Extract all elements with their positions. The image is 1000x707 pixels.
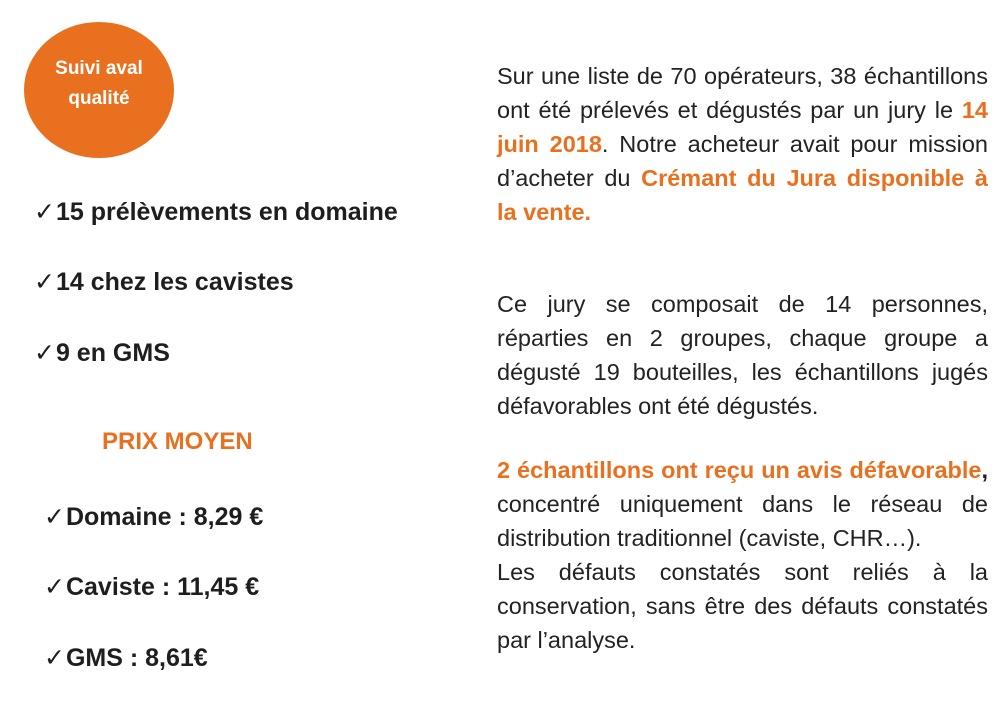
price-item-domaine [44, 502, 263, 532]
check-item-domaine-samples [34, 197, 398, 227]
paragraph-text: . Notre acheteur avait pour mission d’acheter du [497, 131, 988, 191]
paragraph-jury: Ce jury se composait de 14 personnes, réparties en 2 groupes, chaque groupe a dégusté 19 bouteilles, les échantillons jugés défavorables ont été dégustés. [497, 291, 988, 419]
check-text: 9 en GMS [55, 339, 170, 367]
paragraph-text: concentré uniquement dans le réseau de distribution traditionnel (caviste, CHR…). [497, 491, 988, 551]
check-item-cavistes-samples [34, 267, 294, 297]
price-text: GMS : 8,61€ [65, 644, 208, 672]
price-text: Caviste : 11,45 € [65, 573, 260, 601]
check-text: 15 prélèvements en domaine [55, 198, 398, 226]
check-icon: ✓ [34, 268, 55, 296]
paragraph-text: Sur une liste de 70 opérateurs, 38 échantillons ont été prélevés et dégustés par un jury le [497, 63, 988, 123]
price-item-gms [44, 643, 208, 673]
paragraph-text: Les défauts constatés sont reliés à la conservation, sans être des défauts constatés par l’analyse. [497, 559, 988, 653]
badge-line-1: Suivi aval [55, 58, 143, 79]
badge-line-2: qualité [68, 88, 130, 109]
check-icon: ✓ [34, 339, 55, 367]
unfavourable-highlight: 2 échantillons ont reçu un avis défavorable [497, 457, 982, 483]
check-icon: ✓ [44, 573, 65, 601]
price-item-caviste [44, 572, 259, 602]
check-icon: ✓ [34, 198, 55, 226]
check-item-gms-samples [34, 338, 170, 368]
check-text: 14 chez les cavistes [55, 268, 294, 296]
product-name: Crémant du Jura disponible à la vente. [497, 165, 988, 225]
comma: , [981, 457, 988, 483]
price-text: Domaine : 8,29 € [65, 503, 264, 531]
check-icon: ✓ [44, 503, 65, 531]
prix-moyen-title: PRIX MOYEN [102, 428, 253, 455]
section-badge [24, 22, 174, 158]
paragraph-results [497, 453, 988, 657]
jury-date: 14 juin 2018 [497, 97, 988, 157]
check-icon: ✓ [44, 644, 65, 672]
paragraph-sampling [497, 59, 988, 229]
